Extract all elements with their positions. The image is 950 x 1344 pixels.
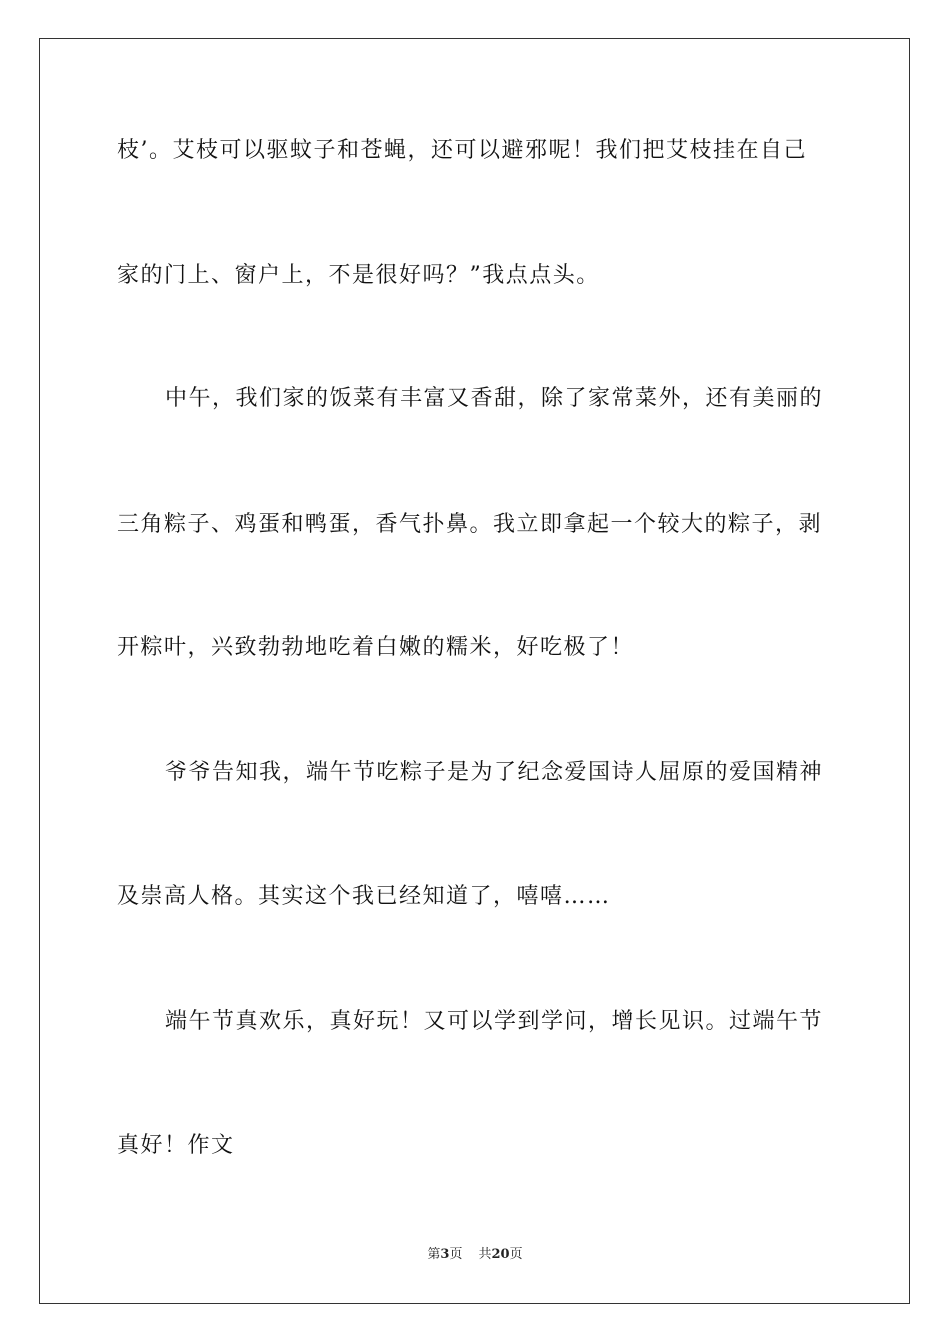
paragraph-line-9: 真好！作文 <box>117 1133 235 1158</box>
page-current: 3 <box>440 1247 450 1262</box>
total-prefix: 共 <box>478 1247 492 1262</box>
paragraph-line-8: 端午节真欢乐，真好玩！又可以学到学问，增长见识。过端午节 <box>165 1009 824 1034</box>
paragraph-line-2: 家的门上、窗户上，不是很好吗？”我点点头。 <box>117 263 600 288</box>
page-suffix: 页 <box>449 1247 463 1262</box>
paragraph-line-4: 三角粽子、鸡蛋和鸭蛋，香气扑鼻。我立即拿起一个较大的粽子，剥 <box>117 512 823 537</box>
page-prefix: 第 <box>427 1247 441 1262</box>
paragraph-line-6: 爷爷告知我，端午节吃粽子是为了纪念爱国诗人屈原的爱国精神 <box>165 760 824 785</box>
paragraph-line-5: 开粽叶，兴致勃勃地吃着白嫩的糯米，好吃极了！ <box>117 635 635 660</box>
total-suffix: 页 <box>509 1247 523 1262</box>
paragraph-line-3: 中午，我们家的饭菜有丰富又香甜，除了家常菜外，还有美丽的 <box>165 386 824 411</box>
page-total: 20 <box>491 1247 510 1262</box>
page-footer <box>0 1246 950 1264</box>
page-border <box>39 38 910 1304</box>
paragraph-line-1: 枝’。艾枝可以驱蚊子和苍蝇，还可以避邪呢！我们把艾枝挂在自己 <box>117 138 807 163</box>
paragraph-line-7: 及崇高人格。其实这个我已经知道了，嘻嘻…… <box>117 884 611 909</box>
